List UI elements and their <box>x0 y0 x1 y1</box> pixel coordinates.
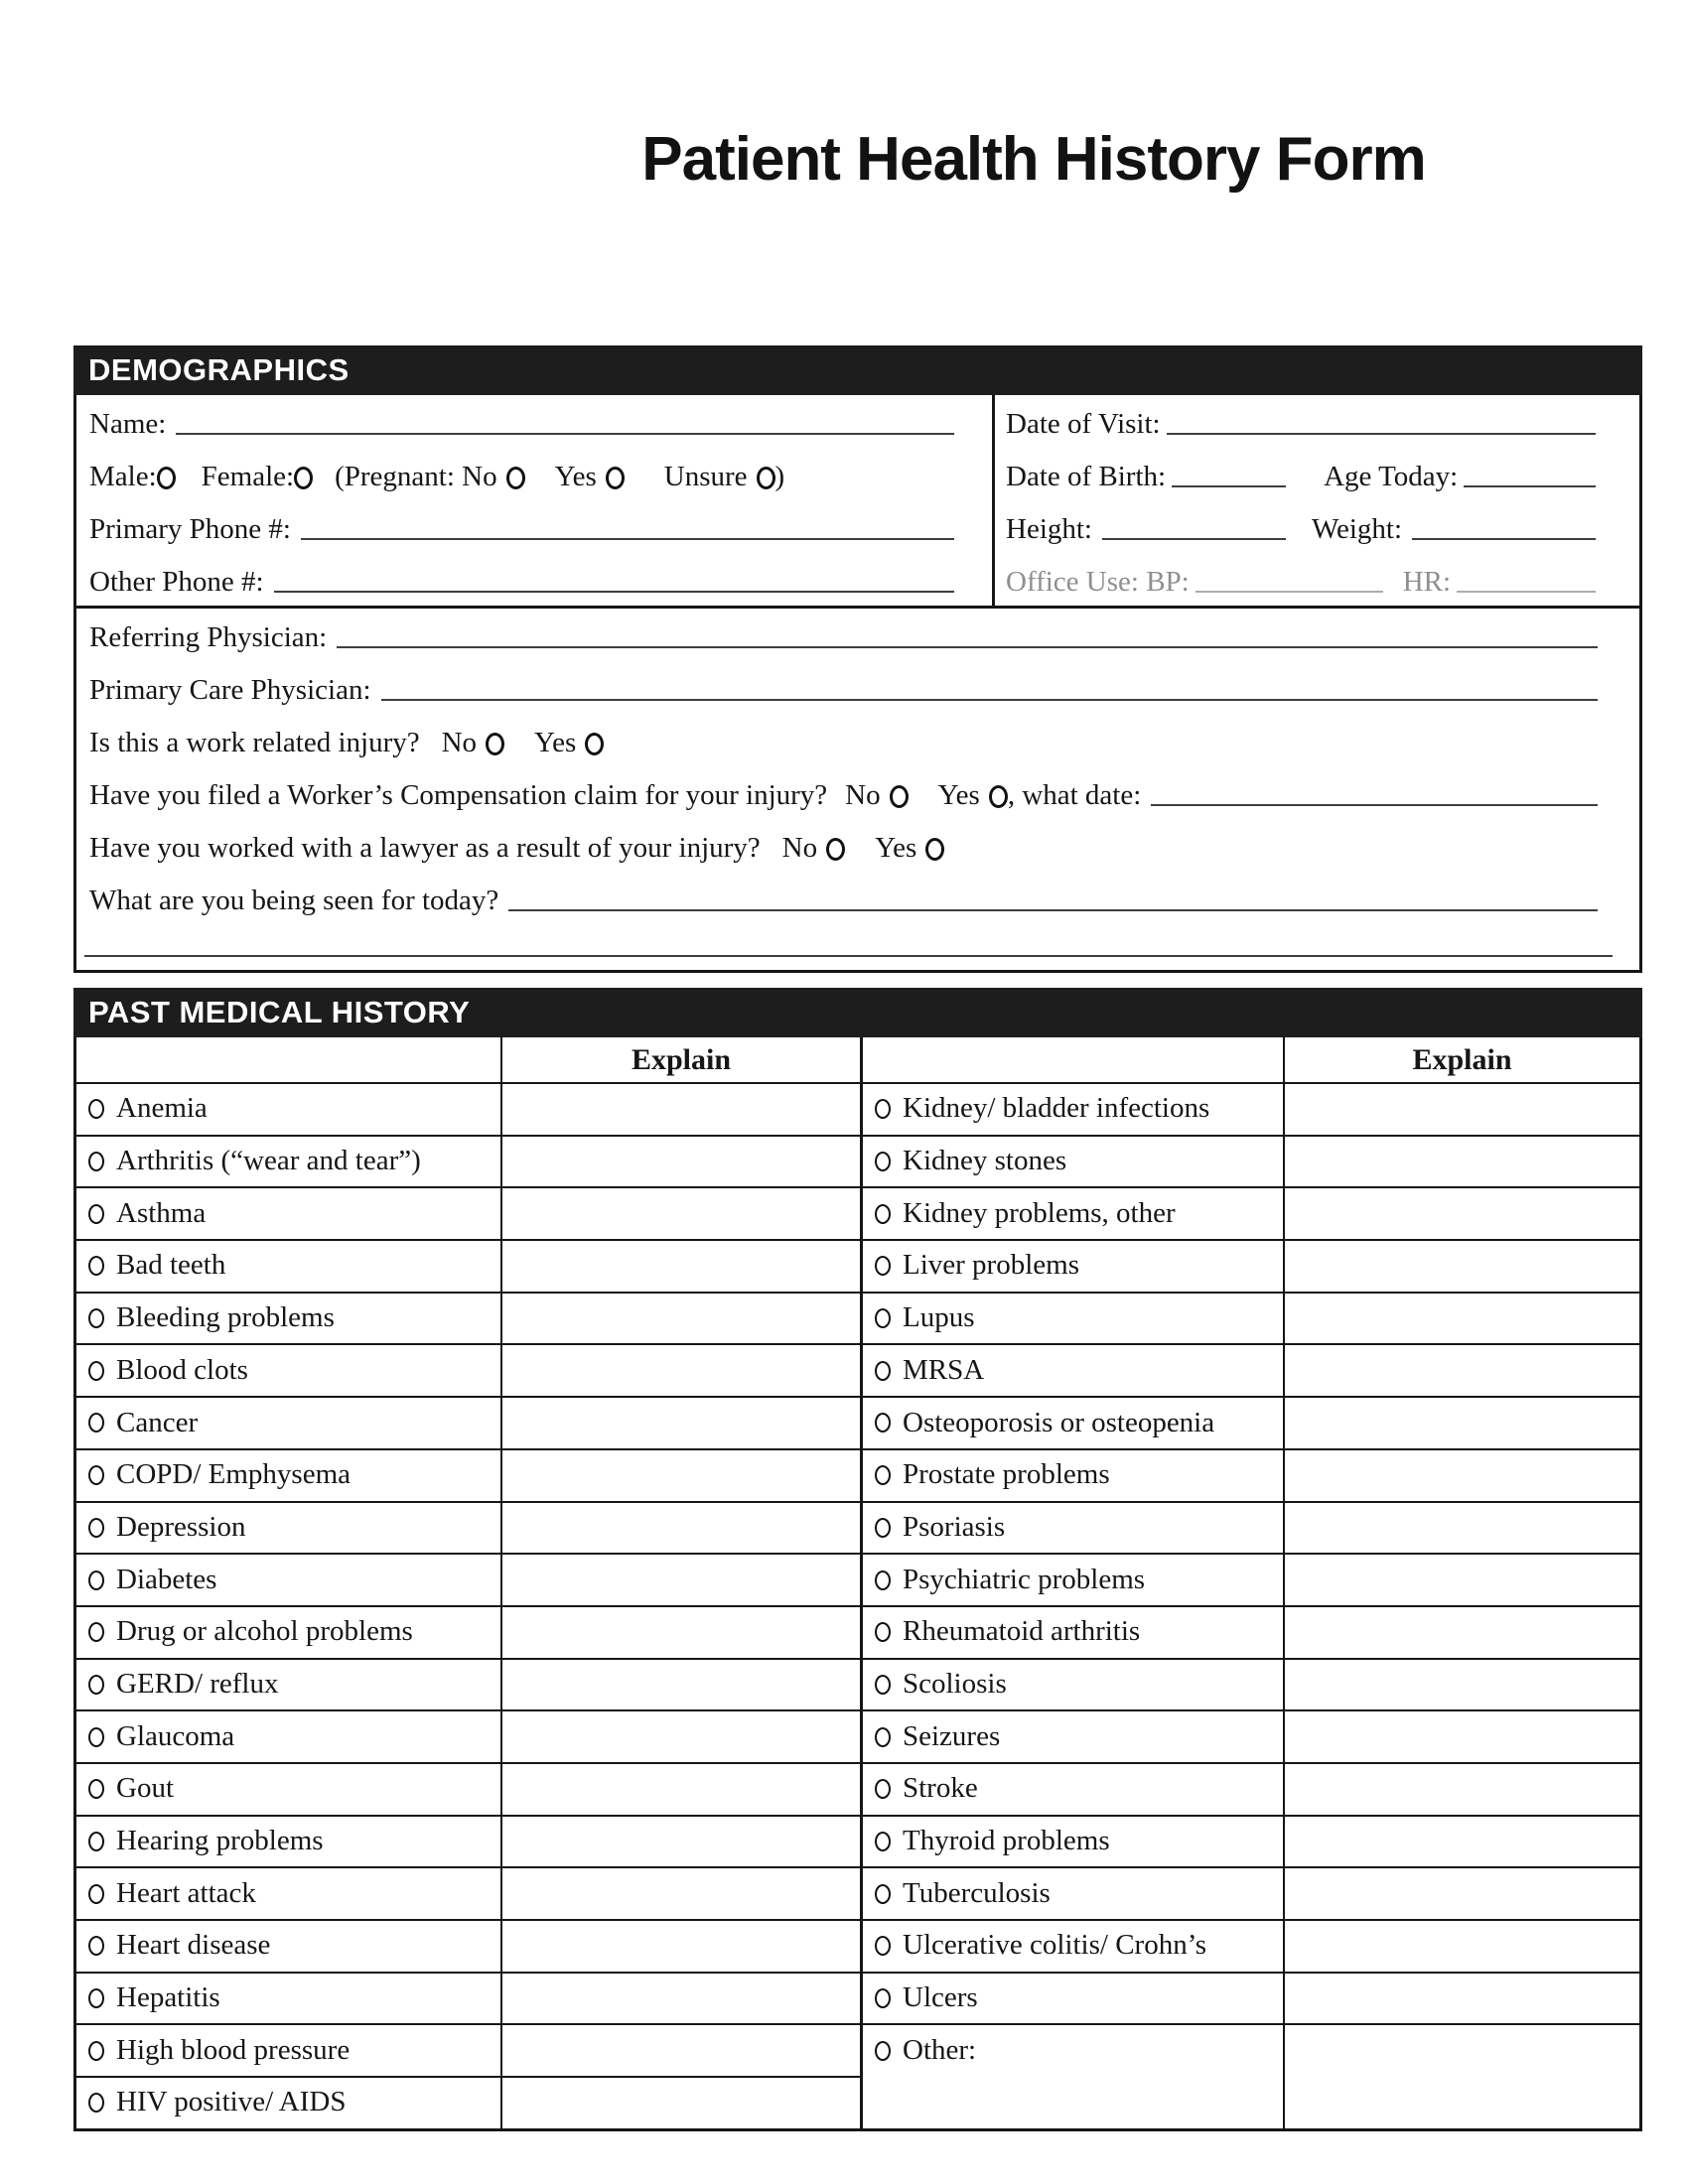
explain-cell[interactable] <box>500 1082 860 1135</box>
office-use-bp-label: Office Use: BP: <box>1006 565 1190 598</box>
condition-radio[interactable] <box>88 2041 104 2061</box>
condition-radio[interactable] <box>875 1465 891 1485</box>
work-injury-yes-radio[interactable] <box>585 733 604 755</box>
other-phone-label: Other Phone #: <box>89 565 264 598</box>
pmh-section-label: PAST MEDICAL HISTORY <box>88 995 471 1029</box>
condition-radio[interactable] <box>875 1152 891 1171</box>
explain-cell[interactable] <box>1283 1082 1639 1135</box>
condition-cell <box>76 1186 500 1239</box>
condition-label: Psoriasis <box>903 1510 1006 1543</box>
condition-radio[interactable] <box>88 1988 104 2008</box>
pregnant-close-paren: ) <box>774 460 785 492</box>
explain-cell[interactable] <box>1283 1919 1639 1972</box>
condition-label: Kidney problems, other <box>903 1196 1176 1229</box>
office-use-row <box>995 553 1639 606</box>
age-today-label: Age Today: <box>1324 460 1459 492</box>
work-injury-question: Is this a work related injury? <box>89 726 420 758</box>
female-radio[interactable] <box>294 467 313 489</box>
condition-cell <box>76 1866 500 1919</box>
condition-label: Ulcerative colitis/ Crohn’s <box>903 1929 1207 1962</box>
workers-comp-row <box>76 766 1639 819</box>
condition-radio[interactable] <box>88 1204 104 1224</box>
explain-cell[interactable] <box>1283 1762 1639 1815</box>
condition-label: Scoliosis <box>903 1667 1007 1700</box>
condition-cell <box>863 1135 1283 1187</box>
pmh-left <box>76 1037 860 2128</box>
condition-radio[interactable] <box>875 1361 891 1381</box>
seen-today-input-line[interactable] <box>508 882 1598 911</box>
condition-cell <box>76 1239 500 1292</box>
condition-cell <box>76 1343 500 1396</box>
demographics-section-bar <box>73 345 1642 395</box>
pmh-section-bar <box>73 988 1642 1037</box>
work-injury-no-radio[interactable] <box>486 733 504 755</box>
condition-cell <box>863 1762 1283 1815</box>
condition-label: Glaucoma <box>116 1719 235 1752</box>
explain-cell[interactable] <box>500 1866 860 1919</box>
explain-cell[interactable] <box>500 1972 860 2024</box>
condition-cell <box>76 1501 500 1554</box>
explain-cell[interactable] <box>1283 1239 1639 1292</box>
condition-label: Stroke <box>903 1772 978 1805</box>
male-radio[interactable] <box>157 467 176 489</box>
condition-radio[interactable] <box>875 1727 891 1747</box>
condition-radio[interactable] <box>875 1622 891 1642</box>
height-weight-row <box>995 500 1639 553</box>
work-injury-no-label: No <box>441 726 478 758</box>
condition-cell <box>76 1972 500 2024</box>
condition-label: Anemia <box>116 1092 208 1125</box>
name-label: Name: <box>89 407 167 440</box>
seen-today-question: What are you being seen for today? <box>89 884 499 916</box>
pmh-left-condition-header <box>76 1037 500 1082</box>
workers-comp-date-input-line[interactable] <box>1151 776 1598 806</box>
demographics-section-label: DEMOGRAPHICS <box>88 352 350 387</box>
condition-radio[interactable] <box>875 2041 891 2061</box>
date-of-birth-label: Date of Birth: <box>1006 460 1167 492</box>
condition-radio[interactable] <box>88 1099 104 1119</box>
condition-label: MRSA <box>903 1353 985 1386</box>
condition-radio[interactable] <box>875 1308 891 1328</box>
condition-cell <box>76 1135 500 1187</box>
explain-cell[interactable] <box>500 1658 860 1710</box>
date-of-birth-input-line[interactable] <box>1172 458 1286 487</box>
workers-comp-no-label: No <box>845 778 881 811</box>
name-row <box>76 395 992 448</box>
condition-label: Seizures <box>903 1719 1001 1752</box>
condition-label: Liver problems <box>903 1249 1079 1282</box>
explain-cell[interactable] <box>1283 1815 1639 1867</box>
explain-cell[interactable] <box>1283 1186 1639 1239</box>
condition-cell <box>76 2076 500 2128</box>
condition-cell <box>863 1501 1283 1554</box>
explain-cell[interactable] <box>1283 1448 1639 1501</box>
condition-cell <box>863 1186 1283 1239</box>
weight-input-line[interactable] <box>1412 510 1596 540</box>
lawyer-question: Have you worked with a lawyer as a result of your injury? <box>89 831 761 864</box>
condition-cell <box>76 2023 500 2076</box>
condition-label: Thyroid problems <box>903 1825 1110 1857</box>
condition-cell <box>76 1815 500 1867</box>
primary-phone-input-line[interactable] <box>301 510 954 540</box>
other-phone-row <box>76 553 992 606</box>
condition-cell <box>863 2023 1283 2127</box>
explain-cell[interactable] <box>1283 1343 1639 1396</box>
workers-comp-date-suffix: , what date: <box>1007 778 1142 811</box>
condition-cell <box>76 1658 500 1710</box>
condition-label: Kidney stones <box>903 1145 1067 1177</box>
primary-phone-row <box>76 500 992 553</box>
condition-cell <box>863 1709 1283 1762</box>
office-use-hr-input-line[interactable] <box>1457 563 1596 593</box>
explain-cell[interactable] <box>500 1709 860 1762</box>
form-body <box>73 345 1642 2131</box>
explain-cell[interactable] <box>1283 1292 1639 1344</box>
condition-label: Asthma <box>116 1196 207 1229</box>
primary-care-physician-label: Primary Care Physician: <box>89 673 371 706</box>
explain-cell[interactable] <box>1283 1135 1639 1187</box>
condition-radio[interactable] <box>875 1518 891 1538</box>
demographics-top <box>76 395 1639 609</box>
condition-radio[interactable] <box>88 1256 104 1276</box>
lawyer-no-label: No <box>781 831 818 864</box>
condition-cell <box>863 1448 1283 1501</box>
explain-cell[interactable] <box>500 1396 860 1448</box>
explain-cell[interactable] <box>1283 1866 1639 1919</box>
condition-radio[interactable] <box>875 1988 891 2008</box>
workers-comp-yes-radio[interactable] <box>989 785 1008 808</box>
explain-cell[interactable] <box>1283 1709 1639 1762</box>
condition-radio[interactable] <box>88 1622 104 1642</box>
demographics-box <box>73 395 1642 973</box>
condition-radio[interactable] <box>88 1413 104 1433</box>
condition-cell <box>76 1709 500 1762</box>
lawyer-yes-radio[interactable] <box>925 838 944 861</box>
condition-radio[interactable] <box>88 2093 104 2113</box>
condition-label: Heart attack <box>116 1876 256 1909</box>
demographics-questions <box>76 609 1639 970</box>
condition-label: Diabetes <box>116 1563 217 1595</box>
explain-cell[interactable] <box>1283 1501 1639 1554</box>
explain-cell[interactable] <box>500 1448 860 1501</box>
pmh-right-condition-header <box>863 1037 1283 1082</box>
explain-header-label: Explain <box>1412 1042 1512 1076</box>
condition-cell <box>863 1972 1283 2024</box>
pmh-left-explain-header <box>500 1037 860 1082</box>
condition-cell <box>76 1919 500 1972</box>
height-label: Height: <box>1006 512 1092 545</box>
other-phone-input-line[interactable] <box>274 563 954 593</box>
condition-cell <box>76 1448 500 1501</box>
lawyer-row <box>76 819 1639 872</box>
condition-radio[interactable] <box>88 1308 104 1328</box>
primary-care-physician-row <box>76 661 1639 714</box>
condition-cell <box>863 1239 1283 1292</box>
condition-label: Drug or alcohol problems <box>116 1615 413 1648</box>
condition-label: Arthritis (“wear and tear”) <box>116 1145 421 1177</box>
demographics-right-column <box>995 395 1639 606</box>
pmh-right <box>860 1037 1639 2128</box>
pregnant-prefix-label: (Pregnant: No <box>335 460 497 492</box>
explain-cell[interactable] <box>500 1553 860 1605</box>
condition-cell <box>76 1396 500 1448</box>
condition-cell <box>863 1919 1283 1972</box>
condition-cell <box>76 1292 500 1344</box>
condition-label: Rheumatoid arthritis <box>903 1615 1141 1648</box>
pmh-table <box>73 1037 1642 2131</box>
explain-cell[interactable] <box>1283 2023 1639 2127</box>
workers-comp-question: Have you filed a Worker’s Compensation claim for your injury? <box>89 778 828 811</box>
male-label: Male: <box>89 460 157 492</box>
explain-cell[interactable] <box>500 1343 860 1396</box>
condition-cell <box>76 1082 500 1135</box>
explain-cell[interactable] <box>1283 1605 1639 1658</box>
condition-radio[interactable] <box>88 1832 104 1851</box>
dob-age-row <box>995 448 1639 500</box>
condition-label: Prostate problems <box>903 1458 1110 1491</box>
condition-cell <box>863 1553 1283 1605</box>
date-of-visit-input-line[interactable] <box>1167 405 1596 435</box>
form-title: Patient Health History Form <box>641 125 1426 194</box>
condition-label: GERD/ reflux <box>116 1667 279 1700</box>
explain-cell[interactable] <box>500 2023 860 2076</box>
condition-radio[interactable] <box>875 1675 891 1695</box>
referring-physician-label: Referring Physician: <box>89 620 328 653</box>
work-injury-row <box>76 714 1639 766</box>
condition-label: Cancer <box>116 1406 199 1438</box>
condition-label: Gout <box>116 1772 174 1805</box>
condition-radio[interactable] <box>88 1727 104 1747</box>
condition-radio[interactable] <box>875 1936 891 1956</box>
primary-care-physician-input-line[interactable] <box>381 671 1598 701</box>
condition-radio[interactable] <box>88 1518 104 1538</box>
condition-cell <box>863 1082 1283 1135</box>
pregnant-yes-label: Yes <box>554 460 597 492</box>
condition-cell <box>863 1815 1283 1867</box>
explain-cell[interactable] <box>500 1135 860 1187</box>
seen-today-row <box>76 872 1639 924</box>
workers-comp-no-radio[interactable] <box>890 785 909 808</box>
condition-radio[interactable] <box>88 1779 104 1799</box>
explain-cell[interactable] <box>1283 1972 1639 2024</box>
condition-label: Bleeding problems <box>116 1301 335 1334</box>
condition-radio[interactable] <box>88 1936 104 1956</box>
condition-label: Kidney/ bladder infections <box>903 1092 1210 1125</box>
name-input-line[interactable] <box>176 405 954 435</box>
condition-label: Blood clots <box>116 1353 248 1386</box>
demographics-left-column <box>76 395 995 606</box>
condition-cell <box>76 1553 500 1605</box>
primary-phone-label: Primary Phone #: <box>89 512 291 545</box>
condition-radio[interactable] <box>875 1884 891 1904</box>
explain-cell[interactable] <box>1283 1396 1639 1448</box>
explain-header-label: Explain <box>631 1042 732 1076</box>
condition-label: COPD/ Emphysema <box>116 1458 352 1491</box>
pregnant-unsure-label: Unsure <box>663 460 748 492</box>
workers-comp-yes-label: Yes <box>937 778 980 811</box>
explain-cell[interactable] <box>500 1762 860 1815</box>
condition-label: Psychiatric problems <box>903 1563 1146 1595</box>
condition-label: Lupus <box>903 1301 975 1334</box>
explain-cell[interactable] <box>1283 1553 1639 1605</box>
condition-radio[interactable] <box>875 1099 891 1119</box>
condition-label: High blood pressure <box>116 2033 351 2066</box>
condition-label: Other: <box>903 2034 977 2067</box>
condition-cell <box>76 1605 500 1658</box>
explain-cell[interactable] <box>500 1815 860 1867</box>
condition-cell <box>863 1658 1283 1710</box>
explain-cell[interactable] <box>1283 1658 1639 1710</box>
condition-label: Ulcers <box>903 1981 978 2014</box>
pregnant-yes-radio[interactable] <box>606 467 625 489</box>
height-input-line[interactable] <box>1102 510 1286 540</box>
referring-physician-row <box>76 609 1639 661</box>
condition-radio[interactable] <box>875 1256 891 1276</box>
condition-radio[interactable] <box>88 1465 104 1485</box>
condition-cell <box>863 1866 1283 1919</box>
date-of-visit-row <box>995 395 1639 448</box>
condition-radio[interactable] <box>88 1884 104 1904</box>
condition-cell <box>76 1762 500 1815</box>
condition-radio[interactable] <box>875 1779 891 1799</box>
condition-radio[interactable] <box>88 1675 104 1695</box>
condition-cell <box>863 1605 1283 1658</box>
pmh-right-explain-header <box>1283 1037 1639 1082</box>
lawyer-yes-label: Yes <box>875 831 917 864</box>
condition-label: Heart disease <box>116 1929 271 1962</box>
female-label: Female: <box>201 460 295 492</box>
age-today-input-line[interactable] <box>1464 458 1596 487</box>
condition-radio[interactable] <box>88 1361 104 1381</box>
office-use-hr-label: HR: <box>1402 565 1452 598</box>
condition-label: Hepatitis <box>116 1981 220 2014</box>
pregnant-no-radio[interactable] <box>506 467 525 489</box>
condition-radio[interactable] <box>88 1152 104 1171</box>
explain-cell[interactable] <box>500 1605 860 1658</box>
condition-radio[interactable] <box>875 1570 891 1590</box>
condition-label: Osteoporosis or osteopenia <box>903 1406 1215 1438</box>
condition-label: HIV positive/ AIDS <box>116 2086 347 2118</box>
condition-cell <box>863 1292 1283 1344</box>
explain-cell[interactable] <box>500 2076 860 2128</box>
condition-radio[interactable] <box>875 1413 891 1433</box>
condition-radio[interactable] <box>875 1204 891 1224</box>
lawyer-no-radio[interactable] <box>826 838 845 861</box>
weight-label: Weight: <box>1311 512 1403 545</box>
seen-today-continuation-line[interactable] <box>84 927 1613 957</box>
condition-label: Hearing problems <box>116 1825 324 1857</box>
condition-radio[interactable] <box>88 1570 104 1590</box>
work-injury-yes-label: Yes <box>534 726 577 758</box>
referring-physician-input-line[interactable] <box>337 618 1598 648</box>
office-use-bp-input-line[interactable] <box>1196 563 1383 593</box>
gender-row <box>76 448 992 500</box>
condition-label: Bad teeth <box>116 1249 226 1282</box>
condition-cell <box>863 1343 1283 1396</box>
explain-cell[interactable] <box>500 1501 860 1554</box>
condition-label: Depression <box>116 1510 246 1543</box>
explain-cell[interactable] <box>500 1919 860 1972</box>
date-of-visit-label: Date of Visit: <box>1006 407 1161 440</box>
explain-cell[interactable] <box>500 1292 860 1344</box>
explain-cell[interactable] <box>500 1239 860 1292</box>
condition-label: Tuberculosis <box>903 1876 1051 1909</box>
condition-cell <box>863 1396 1283 1448</box>
explain-cell[interactable] <box>500 1186 860 1239</box>
pregnant-unsure-radio[interactable] <box>757 467 775 489</box>
seen-today-continuation-row <box>76 924 1639 970</box>
condition-radio[interactable] <box>875 1832 891 1851</box>
